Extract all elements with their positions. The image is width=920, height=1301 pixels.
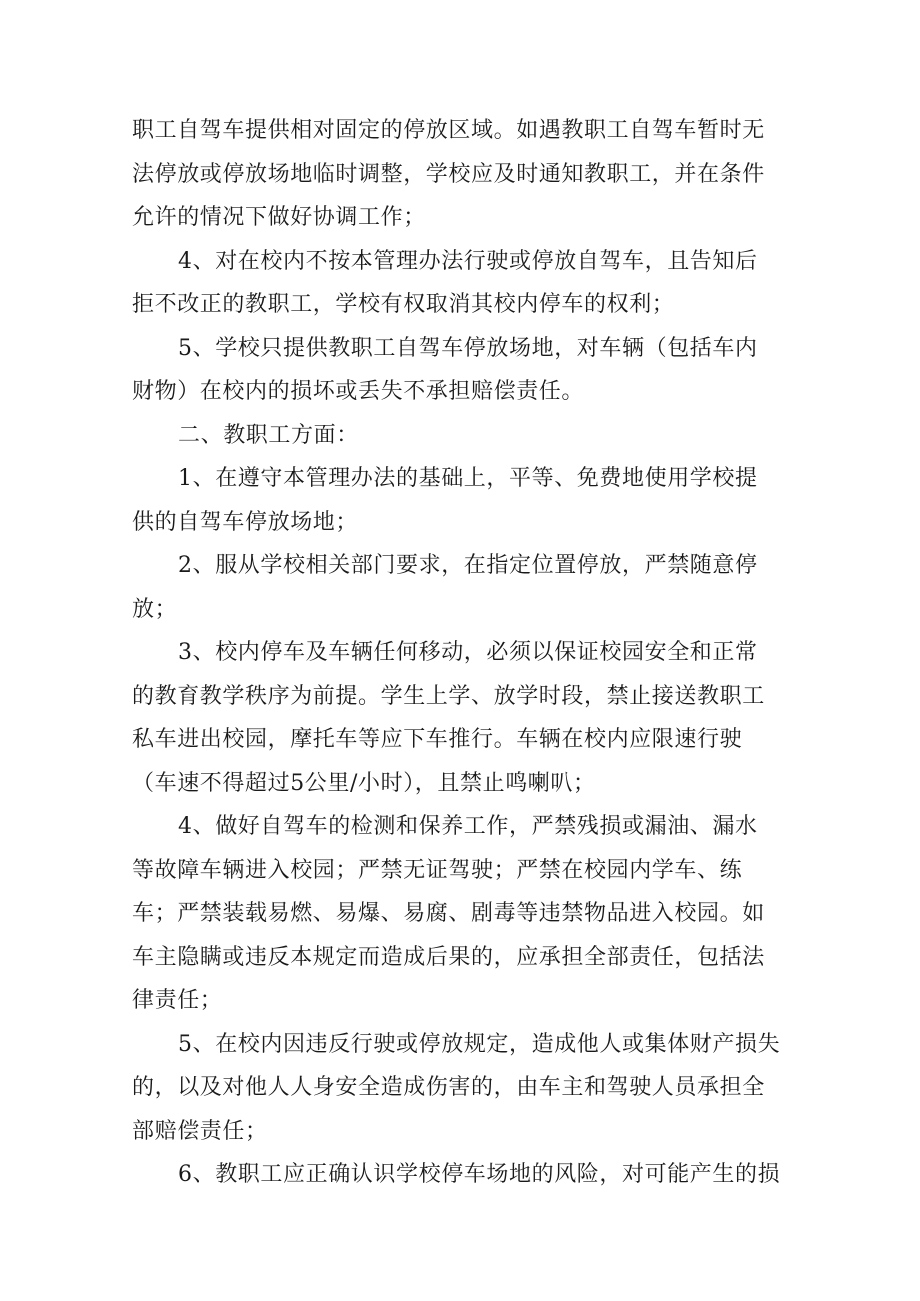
paragraph-line: 5、学校只提供教职工自驾车停放场地，对车辆（包括车内: [178, 335, 758, 361]
paragraph-line: 4、对在校内不按本管理办法行驶或停放自驾车，且告知后: [178, 248, 758, 274]
paragraph-line: 部赔偿责任；: [132, 1118, 268, 1144]
paragraph-line: 的教育教学秩序为前提。学生上学、放学时段，禁止接送教职工: [132, 683, 765, 709]
paragraph-line: 律责任；: [132, 988, 223, 1013]
paragraph-line: 财物）在校内的损坏或丢失不承担赔偿责任。: [132, 379, 585, 404]
paragraph-line: 的，以及对他人人身安全造成伤害的，由车主和驾驶人员承担全: [132, 1075, 765, 1100]
paragraph-line: 3、校内停车及车辆任何移动，必须以保证校园安全和正常: [178, 640, 758, 665]
paragraph-line: 6、教职工应正确认识学校停车场地的风险，对可能产生的损: [178, 1162, 781, 1187]
paragraph-line: 职工自驾车提供相对固定的停放区域。如遇教职工自驾车暂时无: [132, 118, 765, 143]
paragraph-line: 车主隐瞒或违反本规定而造成后果的，应承担全部责任，包括法: [132, 944, 765, 970]
paragraph-line: 私车进出校园，摩托车等应下车推行。车辆在校内应限速行驶: [132, 727, 743, 752]
paragraph-line: 放；: [132, 596, 178, 622]
paragraph-line: 法停放或停放场地临时调整，学校应及时通知教职工，并在条件: [132, 161, 765, 187]
paragraph-line: 车；严禁装载易燃、易爆、易腐、剧毒等违禁物品进入校园。如: [132, 901, 765, 926]
section-heading: 二、教职工方面：: [178, 422, 359, 448]
paragraph-line: 拒不改正的教职工，学校有权取消其校内停车的权利；: [132, 292, 675, 317]
paragraph-line: 允许的情况下做好协调工作；: [132, 205, 426, 230]
paragraph-line: 5、在校内因违反行驶或停放规定，造成他人或集体财产损失: [178, 1031, 781, 1057]
paragraph-line: 2、服从学校相关部门要求，在指定位置停放，严禁随意停: [178, 553, 758, 578]
paragraph-line: 等故障车辆进入校园；严禁无证驾驶；严禁在校园内学车、练: [132, 857, 743, 883]
paragraph-line: 1、在遵守本管理办法的基础上，平等、免费地使用学校提: [178, 466, 758, 491]
paragraph-line: 供的自驾车停放场地；: [132, 509, 359, 535]
document-body: [132, 109, 796, 1197]
paragraph-line: 4、做好自驾车的检测和保养工作，严禁残损或漏油、漏水: [178, 814, 758, 839]
paragraph-line: （车速不得超过5公里/小时），且禁止鸣喇叭；: [132, 770, 596, 796]
